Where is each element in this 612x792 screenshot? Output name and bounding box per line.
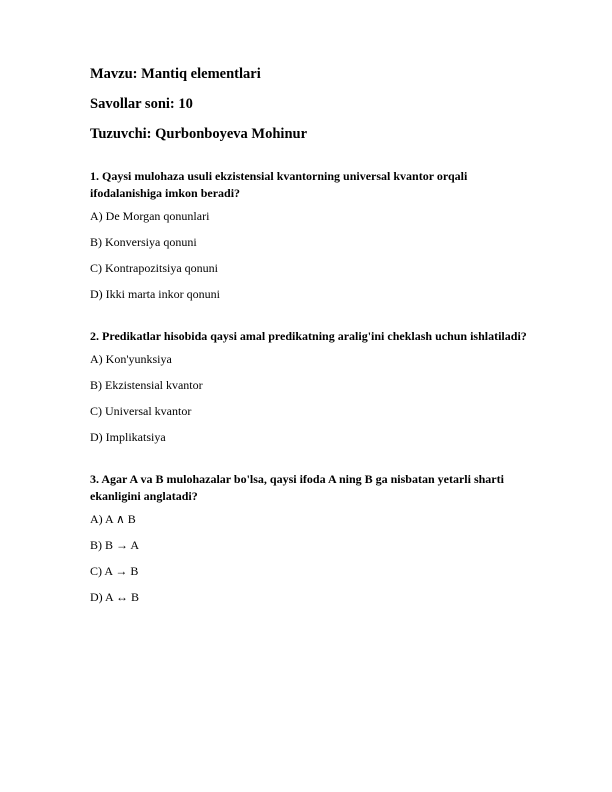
answer-option-b: B) Ekzistensial kvantor — [90, 378, 203, 392]
answer-option-b: B) Konversiya qonuni — [90, 235, 197, 249]
answer-option-b: B) B → A — [90, 538, 140, 552]
document-header — [90, 66, 530, 143]
answer-option-d: D) A ↔ B — [90, 590, 140, 604]
question-3 — [90, 471, 530, 605]
answer-option-a: A) A ∧ B — [90, 512, 136, 526]
document-content — [90, 66, 530, 631]
answer-option-a: A) Kon'yunksiya — [90, 352, 172, 366]
answer-option-c: C) Universal kvantor — [90, 404, 192, 418]
author-line: Tuzuvchi: Qurbonboyeva Mohinur — [90, 126, 308, 142]
question-text: 3. Agar A va B mulohazalar bo'lsa, qaysi ifoda A ning B ga nisbatan yetarli sharti ekanligini anglatadi? — [90, 472, 504, 503]
question-1 — [90, 168, 530, 302]
answer-option-c: C) A → B — [90, 564, 139, 578]
answer-option-d: D) Ikki marta inkor qonuni — [90, 287, 220, 301]
answer-option-d: D) Implikatsiya — [90, 430, 166, 444]
topic-line: Mavzu: Mantiq elementlari — [90, 66, 261, 82]
answer-option-c: C) Kontrapozitsiya qonuni — [90, 261, 218, 275]
question-2 — [90, 328, 530, 445]
question-count-line: Savollar soni: 10 — [90, 96, 193, 112]
answer-option-a: A) De Morgan qonunlari — [90, 209, 210, 223]
question-text: 1. Qaysi mulohaza usuli ekzistensial kvantorning universal kvantor orqali ifodalanishiga imkon beradi? — [90, 169, 468, 200]
question-text: 2. Predikatlar hisobida qaysi amal predikatning aralig'ini cheklash uchun ishlatiladi? — [90, 329, 527, 343]
